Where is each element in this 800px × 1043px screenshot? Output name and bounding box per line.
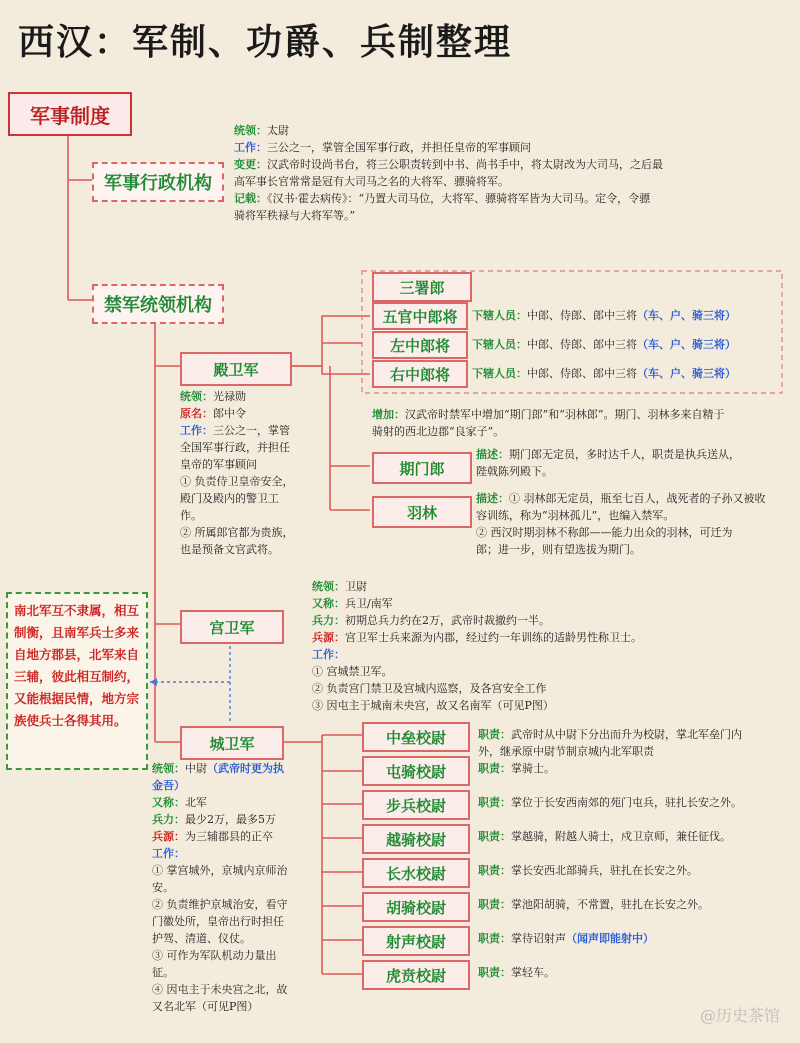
text-line bbox=[476, 524, 792, 541]
school-desc bbox=[478, 930, 792, 947]
rank-node: 右中郎将 bbox=[372, 360, 468, 388]
field-label: 职责： bbox=[478, 864, 511, 877]
text-line bbox=[180, 405, 320, 422]
field-value: 护驾、清道、仪仗。 bbox=[152, 932, 251, 945]
text-line bbox=[478, 794, 792, 811]
field-value: 也是预备文官武将。 bbox=[180, 543, 279, 556]
text-line bbox=[180, 439, 320, 456]
field-value: 三公之一，掌管 bbox=[213, 424, 290, 437]
field-value: 皇帝的军事顾问 bbox=[180, 458, 257, 471]
field-value: 中郎、侍郎、郎中三将 bbox=[527, 338, 637, 351]
text-line bbox=[152, 913, 322, 930]
school-desc bbox=[478, 794, 792, 811]
field-value: 卫尉 bbox=[345, 580, 367, 593]
field-label: 职责： bbox=[478, 966, 511, 979]
admin-details bbox=[234, 122, 790, 224]
text-line bbox=[234, 139, 790, 156]
city-guard-node: 城卫军 bbox=[180, 726, 284, 760]
field-label: 又称： bbox=[312, 597, 345, 610]
field-label: 下辖人员： bbox=[472, 367, 527, 380]
text-line bbox=[152, 777, 322, 794]
text-line bbox=[152, 811, 322, 828]
field-value: ① 宫城禁卫军。 bbox=[312, 665, 393, 678]
text-line bbox=[478, 862, 792, 879]
city-guard-info bbox=[152, 760, 322, 1015]
field-label: 工作： bbox=[234, 141, 267, 154]
text-line bbox=[152, 981, 322, 998]
field-label: 原名： bbox=[180, 407, 213, 420]
school-desc bbox=[478, 896, 792, 913]
text-line bbox=[152, 879, 322, 896]
qimen-details bbox=[476, 446, 792, 480]
text-line bbox=[312, 612, 792, 629]
field-value: 最少2万，最多5万 bbox=[185, 813, 276, 826]
field-label: 兵源： bbox=[152, 830, 185, 843]
field-value: 殿门及殿内的警卫工 bbox=[180, 492, 279, 505]
field-label: 职责： bbox=[478, 796, 511, 809]
text-line bbox=[152, 862, 322, 879]
text-line bbox=[476, 446, 792, 463]
school-node: 长水校尉 bbox=[362, 858, 470, 888]
field-value: 全国军事行政，并担任 bbox=[180, 441, 290, 454]
text-line bbox=[312, 680, 792, 697]
rank-desc bbox=[472, 365, 736, 381]
field-label: 增加： bbox=[372, 408, 405, 421]
text-line bbox=[312, 578, 792, 595]
field-label: 描述： bbox=[476, 448, 509, 461]
admin-node: 军事行政机构 bbox=[92, 162, 224, 202]
palace-guard-info bbox=[180, 388, 320, 558]
field-note: （车、户、骑三将） bbox=[637, 338, 736, 351]
text-line bbox=[180, 524, 320, 541]
text-line bbox=[180, 473, 320, 490]
field-value: 掌待诏射声 bbox=[511, 932, 566, 945]
field-value: ① 掌宫城外，京城内京师治 bbox=[152, 864, 288, 877]
field-label: 统领： bbox=[312, 580, 345, 593]
field-value: 兵卫/南军 bbox=[345, 597, 393, 610]
text-line bbox=[312, 629, 792, 646]
school-node: 越骑校尉 bbox=[362, 824, 470, 854]
field-value: 期门郎无定员，多时达千人，职责是执兵送从， bbox=[509, 448, 740, 461]
text-line bbox=[312, 697, 792, 714]
text-line bbox=[180, 490, 320, 507]
field-value: 掌轻车。 bbox=[511, 966, 555, 979]
field-label: 兵力： bbox=[152, 813, 185, 826]
text-line bbox=[234, 173, 790, 190]
field-value: 安。 bbox=[152, 881, 174, 894]
field-value: ④ 因屯主于未央宫之北，故 bbox=[152, 983, 288, 996]
field-label: 下辖人员： bbox=[472, 309, 527, 322]
qimen-node: 期门郎 bbox=[372, 452, 472, 484]
school-node: 射声校尉 bbox=[362, 926, 470, 956]
field-value: 郎；进一步，则有望选拔为期门。 bbox=[476, 543, 641, 556]
text-line bbox=[478, 896, 792, 913]
rank-node: 左中郎将 bbox=[372, 331, 468, 359]
field-value: 掌越骑，附越人骑士，戍卫京师，兼任征伐。 bbox=[511, 830, 731, 843]
field-value: ② 西汉时期羽林不称郎——能力出众的羽林，可迁为 bbox=[476, 526, 733, 539]
field-value: ② 所属郎官都为贵族， bbox=[180, 526, 294, 539]
field-value: 作。 bbox=[180, 509, 202, 522]
root-node: 军事制度 bbox=[8, 92, 132, 136]
text-line bbox=[478, 930, 792, 947]
field-note: （车、户、骑三将） bbox=[637, 367, 736, 380]
text-line: 外，继承原中尉节制京城内北军职责 bbox=[478, 745, 654, 758]
field-value: ② 负责维护京城治安，看守 bbox=[152, 898, 288, 911]
field-value: 三公之一，掌管全国军事行政，并担任皇帝的军事顾问 bbox=[267, 141, 531, 154]
field-note: （武帝时更为执 bbox=[207, 762, 284, 775]
field-label: 记载： bbox=[234, 192, 267, 205]
rank-desc bbox=[472, 307, 736, 323]
field-value: 容训练，称为“羽林孤儿”，也编入禁军。 bbox=[476, 509, 675, 522]
inner-guard-node: 宫卫军 bbox=[180, 610, 284, 644]
text-line bbox=[476, 463, 792, 480]
field-value: 汉武帝时禁军中增加“期门郎”和“羽林郎”。期门、羽林多来自精于 bbox=[405, 408, 725, 421]
field-note: 金吾） bbox=[152, 779, 185, 792]
field-label: 职责： bbox=[478, 830, 511, 843]
text-line bbox=[152, 794, 322, 811]
side-note: 南北军互不隶属，相互制衡，且南军兵士多来自地方郡县，北军来自三辅，彼此相互制约，又能根据民情，地方宗族使兵士各得其用。 bbox=[6, 592, 148, 770]
school-node: 步兵校尉 bbox=[362, 790, 470, 820]
watermark: @历史茶馆 bbox=[699, 1006, 780, 1025]
field-note: （闻声即能射中） bbox=[566, 932, 654, 945]
text-line bbox=[180, 507, 320, 524]
field-label: 变更： bbox=[234, 158, 267, 171]
school-desc bbox=[478, 828, 792, 845]
school-desc bbox=[478, 964, 792, 981]
text-line bbox=[180, 541, 320, 558]
text-line bbox=[152, 947, 322, 964]
field-value: 掌池阳胡骑，不常置，驻扎在长安之外。 bbox=[511, 898, 709, 911]
field-label: 工作： bbox=[312, 648, 345, 661]
text-line bbox=[234, 190, 790, 207]
text-line bbox=[234, 156, 790, 173]
school-desc bbox=[478, 726, 792, 760]
field-value: ① 负责侍卫皇帝安全， bbox=[180, 475, 294, 488]
added-note bbox=[372, 406, 792, 440]
field-value: 门徽处所，皇帝出行时担任 bbox=[152, 915, 284, 928]
rank-node: 五官中郎将 bbox=[372, 302, 468, 330]
text-line bbox=[478, 726, 792, 743]
rank-top-node: 三署郎 bbox=[372, 272, 472, 302]
field-value: 陛戟陈列殿下。 bbox=[476, 465, 553, 478]
text-line bbox=[152, 964, 322, 981]
field-value: 《汉书·霍去病传》：“乃置大司马位，大将军、骠骑将军皆为大司马。定令，令骠 bbox=[267, 192, 651, 205]
school-node: 胡骑校尉 bbox=[362, 892, 470, 922]
field-label: 兵力： bbox=[312, 614, 345, 627]
text-line bbox=[478, 828, 792, 845]
field-value: 掌长安西北部骑兵，驻扎在长安之外。 bbox=[511, 864, 698, 877]
field-note: （车、户、骑三将） bbox=[637, 309, 736, 322]
text-line bbox=[180, 456, 320, 473]
field-value: ③ 可作为军队机动力量出 bbox=[152, 949, 277, 962]
field-value: 初期总兵力约在2万，武帝时裁撤约一半。 bbox=[345, 614, 550, 627]
field-label: 工作： bbox=[180, 424, 213, 437]
field-value: 中郎、侍郎、郎中三将 bbox=[527, 309, 637, 322]
page-title: 西汉：军制、功爵、兵制整理 bbox=[18, 21, 513, 63]
field-label: 职责： bbox=[478, 762, 511, 775]
field-label: 统领： bbox=[180, 390, 213, 403]
field-value: 掌位于长安西南郊的苑门屯兵，驻扎长安之外。 bbox=[511, 796, 742, 809]
text-line bbox=[152, 998, 322, 1015]
text-line bbox=[180, 388, 320, 405]
field-value: 掌骑士。 bbox=[511, 762, 555, 775]
field-label: 职责： bbox=[478, 898, 511, 911]
field-label: 工作： bbox=[152, 847, 185, 860]
text-line bbox=[478, 964, 792, 981]
field-label: 描述： bbox=[476, 492, 509, 505]
text-line bbox=[152, 845, 322, 862]
field-label: 职责： bbox=[478, 932, 511, 945]
text-line bbox=[312, 663, 792, 680]
field-value: ① 羽林郎无定员，瓶至七百人，战死者的子孙又被收 bbox=[509, 492, 766, 505]
field-value: 为三辅郡县的正卒 bbox=[185, 830, 273, 843]
field-value: ② 负责宫门禁卫及宫城内巡察，及各宫安全工作 bbox=[312, 682, 547, 695]
inner-guard-info bbox=[312, 578, 792, 714]
field-value: 武帝时从中尉下分出而升为校尉，掌北军垒门内 bbox=[511, 728, 742, 741]
palace-guard-node: 殿卫军 bbox=[180, 352, 292, 386]
field-value: 骑将军秩禄与大将军等。” bbox=[234, 209, 356, 222]
field-value: 光禄勋 bbox=[213, 390, 246, 403]
text-line bbox=[234, 122, 790, 139]
rank-desc bbox=[472, 336, 736, 352]
field-value: 中尉 bbox=[185, 762, 207, 775]
school-node: 虎贲校尉 bbox=[362, 960, 470, 990]
text-line bbox=[152, 930, 322, 947]
text-line bbox=[180, 422, 320, 439]
school-node: 屯骑校尉 bbox=[362, 756, 470, 786]
field-value: ③ 因屯主于城南未央宫，故又名南军（可见P图） bbox=[312, 699, 554, 712]
text-line bbox=[152, 896, 322, 913]
yulin-details bbox=[476, 490, 792, 558]
text-line bbox=[152, 760, 322, 777]
field-value: 郎中令 bbox=[213, 407, 246, 420]
text-line bbox=[152, 828, 322, 845]
field-value: 又名北军（可见P图） bbox=[152, 1000, 259, 1013]
text-line bbox=[476, 490, 792, 507]
text-line bbox=[312, 646, 792, 663]
field-value: 宫卫军士兵来源为内郡，经过约一年训练的适龄男性称卫士。 bbox=[345, 631, 642, 644]
school-desc bbox=[478, 862, 792, 879]
field-value: 征。 bbox=[152, 966, 174, 979]
field-value: 北军 bbox=[185, 796, 207, 809]
field-value: 太尉 bbox=[267, 124, 289, 137]
guard-node: 禁军统领机构 bbox=[92, 284, 224, 324]
field-label: 统领： bbox=[234, 124, 267, 137]
school-node: 中垒校尉 bbox=[362, 722, 470, 752]
field-value: 汉武帝时设尚书台，将三公职责转到中书、尚书手中，将太尉改为大司马，之后最 bbox=[267, 158, 663, 171]
text-line bbox=[372, 423, 792, 440]
text-line bbox=[372, 406, 792, 423]
yulin-node: 羽林 bbox=[372, 496, 472, 528]
field-label: 兵源： bbox=[312, 631, 345, 644]
field-value: 高军事长官常常是冠有大司马之名的大将军、骠骑将军。 bbox=[234, 175, 509, 188]
field-label: 下辖人员： bbox=[472, 338, 527, 351]
field-label: 职责： bbox=[478, 728, 511, 741]
field-label: 统领： bbox=[152, 762, 185, 775]
field-value: 骑射的西北边郡“良家子”。 bbox=[372, 425, 505, 438]
school-desc bbox=[478, 760, 792, 777]
text-line bbox=[478, 760, 792, 777]
text-line bbox=[476, 507, 792, 524]
text-line bbox=[312, 595, 792, 612]
field-label: 又称： bbox=[152, 796, 185, 809]
text-line bbox=[234, 207, 790, 224]
text-line bbox=[476, 541, 792, 558]
field-value: 中郎、侍郎、郎中三将 bbox=[527, 367, 637, 380]
